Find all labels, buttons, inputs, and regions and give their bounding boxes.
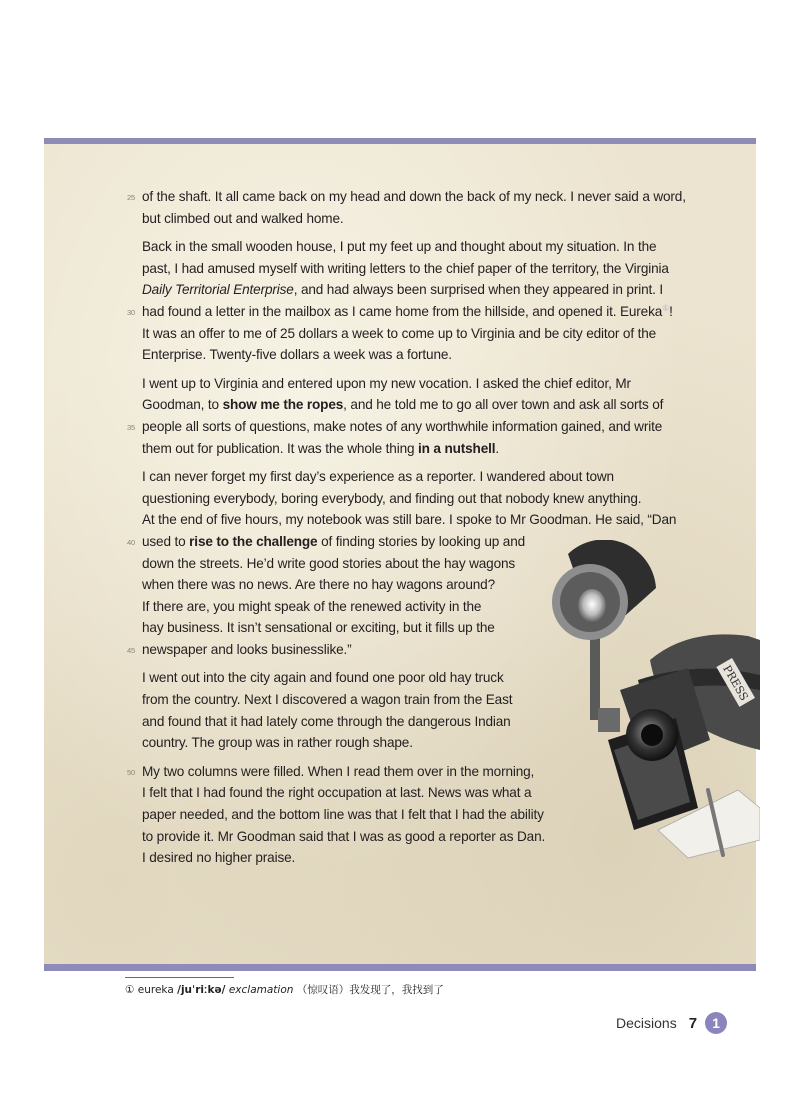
- footnote-word: eureka: [137, 984, 174, 996]
- text-line: [127, 301, 702, 323]
- press-camera-icon: [538, 540, 760, 870]
- footnote-rule: [125, 977, 234, 978]
- text-segment: people all sorts of questions, make notes of any worthwhile information gained, and write: [142, 418, 663, 434]
- text-segment: hay business. It isn’t sensational or exciting, but it fills up the: [142, 620, 495, 636]
- footnote-pronunciation: /juˈriːkə/: [177, 984, 226, 996]
- text-line: [142, 344, 702, 366]
- text-segment: but climbed out and walked home.: [142, 210, 344, 226]
- paragraph: [127, 373, 702, 459]
- text-line: [142, 509, 702, 531]
- italic-text: Daily Territorial Enterprise: [142, 282, 294, 298]
- line-number: 25: [127, 193, 136, 202]
- glossary-phrase: in a nutshell: [418, 440, 496, 456]
- footnote-gloss: （惊叹语）我发现了，我找到了: [296, 984, 444, 996]
- text-segment: past, I had amused myself with writing letters to the chief paper of the territory, the Virginia: [142, 260, 669, 276]
- text-segment: I went up to Virginia and entered upon my new vocation. I asked the chief editor, Mr: [142, 375, 631, 391]
- text-line: [142, 394, 702, 416]
- footnote: [125, 982, 444, 997]
- text-segment: used to: [142, 533, 190, 549]
- text-line: [142, 323, 702, 345]
- text-segment: them out for publication. It was the whole thing: [142, 440, 419, 456]
- text-segment: I went out into the city again and found one poor old hay truck: [142, 670, 504, 686]
- text-segment: from the country. Next I discovered a wagon train from the East: [142, 692, 513, 708]
- text-line: [127, 186, 702, 208]
- text-segment: It was an offer to me of 25 dollars a week to come up to Virginia and be city editor of the: [142, 325, 657, 341]
- text-segment: when there was no news. Are there no hay wagons around?: [142, 577, 495, 593]
- text-segment: questioning everybody, boring everybody, and finding out that nobody knew anything.: [142, 490, 642, 506]
- text-segment: down the streets. He’d write good stories about the hay wagons: [142, 555, 516, 571]
- text-segment: .: [495, 440, 500, 456]
- line-number: 40: [127, 537, 136, 547]
- text-segment: Enterprise. Twenty-five dollars a week was a fortune.: [142, 347, 452, 363]
- text-segment: and found that it had lately come through the dangerous Indian: [142, 713, 511, 729]
- text-segment: Back in the small wooden house, I put my feet up and thought about my situation. In the: [142, 239, 657, 255]
- text-line: [142, 279, 702, 301]
- text-segment: Goodman, to: [142, 397, 223, 413]
- text-line: [142, 236, 702, 258]
- page-number: 7: [688, 1014, 698, 1032]
- bottom-rule: [44, 964, 756, 971]
- footnote-marker: ①: [125, 984, 135, 996]
- text-segment: to provide it. Mr Goodman said that I was as good a reporter as Dan.: [142, 828, 546, 844]
- line-number: 30: [127, 307, 136, 317]
- footnote-part-of-speech: exclamation: [228, 984, 294, 996]
- text-line: [127, 416, 702, 438]
- unit-title: Decisions: [616, 1015, 677, 1031]
- text-segment: I can never forget my first day’s experience as a reporter. I wandered about town: [142, 469, 614, 485]
- text-segment: My two columns were filled. When I read them over in the morning,: [142, 763, 535, 779]
- text-line: [142, 466, 702, 488]
- line-number: 35: [127, 422, 136, 432]
- text-segment: country. The group was in rather rough shape.: [142, 735, 413, 751]
- text-line: [142, 488, 702, 510]
- unit-number-badge: 1: [705, 1012, 727, 1034]
- text-line: [142, 438, 702, 460]
- text-segment: If there are, you might speak of the renewed activity in the: [142, 598, 482, 614]
- text-segment: At the end of five hours, my notebook was still bare. I spoke to Mr Goodman. He said, “Dan: [142, 512, 677, 528]
- glossary-phrase: show me the ropes: [222, 397, 344, 413]
- footnote-reference: ①: [662, 303, 670, 313]
- line-number: 50: [127, 767, 136, 777]
- text-segment: I desired no higher praise.: [142, 850, 296, 866]
- paragraph: [127, 186, 702, 229]
- text-segment: paper needed, and the bottom line was that I felt that I had the ability: [142, 807, 544, 823]
- text-segment: I felt that I had found the right occupation at last. News was what a: [142, 785, 532, 801]
- text-line: [142, 373, 702, 395]
- text-segment: of the shaft. It all came back on my head and down the back of my neck. I never said a word,: [142, 189, 686, 204]
- text-segment: had found a letter in the mailbox as I came home from the hillside, and opened it. Eureka: [142, 303, 663, 319]
- text-segment: , and had always been surprised when they appeared in print. I: [293, 282, 663, 298]
- press-card-label: PRESS: [720, 662, 751, 703]
- line-number: 45: [127, 645, 136, 655]
- text-segment: newspaper and looks businesslike.”: [142, 641, 352, 657]
- text-segment: of finding stories by looking up and: [317, 533, 526, 549]
- text-line: [142, 208, 702, 230]
- text-segment: !: [669, 303, 673, 319]
- glossary-phrase: rise to the challenge: [189, 533, 318, 549]
- text-segment: , and he told me to go all over town and ask all sorts of: [343, 397, 664, 413]
- page-footer: [616, 1011, 727, 1035]
- text-line: [142, 258, 702, 280]
- paragraph: [127, 236, 702, 366]
